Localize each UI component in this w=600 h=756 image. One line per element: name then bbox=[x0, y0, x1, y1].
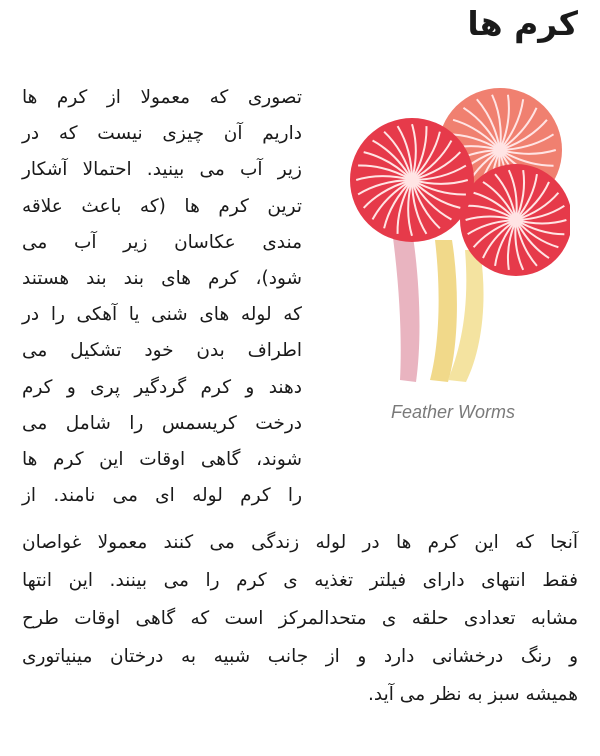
paragraph-line: مندی عکاسان زیر آب می bbox=[22, 231, 302, 253]
paragraph-line: همیشه سبز به نظر می آید. bbox=[368, 684, 578, 705]
paragraph-line: را کرم لوله ای می نامند. از bbox=[22, 485, 302, 507]
paragraph-line: آنجا که این کرم ها در لوله زندگی می کنند معمولا غواصان bbox=[22, 532, 578, 553]
feather-worms-illustration bbox=[330, 80, 570, 430]
paragraph-line: شود)، کرم های بند بند هستند bbox=[22, 268, 302, 289]
paragraph-line: زیر آب می بینید. احتمالا آشکار bbox=[22, 159, 302, 181]
stalk-middle bbox=[430, 240, 457, 382]
paragraph-line: اطراف بدن خود تشکیل می bbox=[22, 340, 302, 362]
paragraph-line: دهند و کرم گردگیر پری و کرم bbox=[22, 376, 302, 398]
stalk-left bbox=[392, 230, 419, 382]
cap-right bbox=[460, 164, 570, 276]
paragraph-line: که لوله های شنی یا آهکی را در bbox=[22, 304, 302, 326]
paragraph-line: ترین کرم ها (که باعث علاقه bbox=[22, 195, 302, 217]
paragraph-line: درخت کریسمس را شامل می bbox=[22, 412, 302, 434]
paragraph-line: مشابه تعدادی حلقه ی متحدالمرکز است که گاهی اوقات طرح bbox=[22, 608, 578, 629]
figure-caption: Feather Worms bbox=[390, 402, 516, 422]
paragraph-line: تصوری که معمولا از کرم ها bbox=[22, 87, 302, 108]
paragraph-line: داریم آن چیزی نیست که در bbox=[22, 123, 302, 145]
cap-front bbox=[350, 118, 474, 242]
page-title: کرم ها bbox=[467, 4, 578, 43]
feather-worm-svg bbox=[330, 80, 570, 390]
paragraph-line: شوند، گاهی اوقات این کرم ها bbox=[22, 449, 302, 470]
paragraph-line: فقط انتهای دارای فیلتر تغذیه ی کرم را می بینند. این انتها bbox=[22, 570, 578, 591]
paragraph-line: و رنگ درخشانی دارد و از جانب شبیه به درختان مینیاتوری bbox=[22, 646, 578, 667]
